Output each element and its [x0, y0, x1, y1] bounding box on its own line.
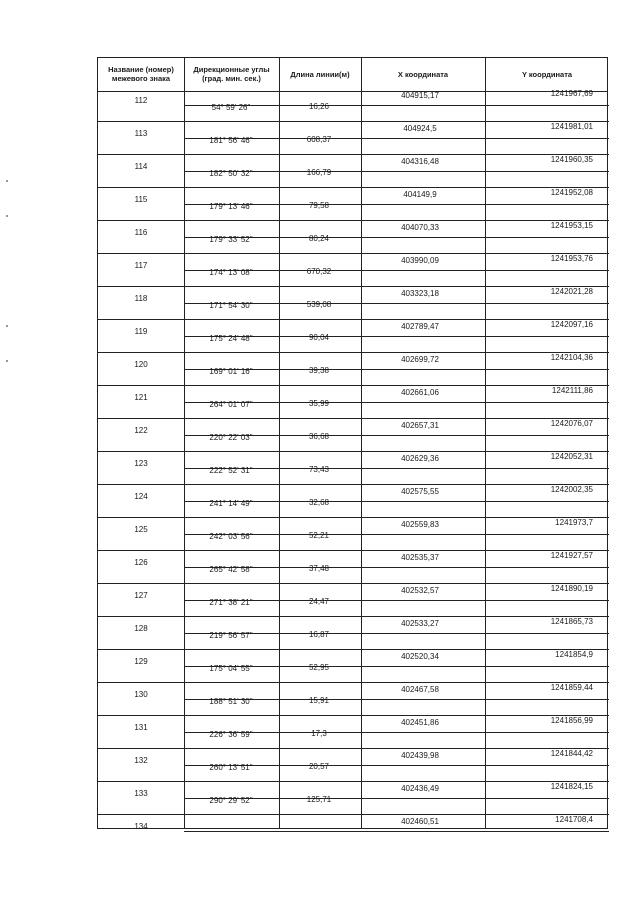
segment-angle: 222° 52' 31" — [209, 465, 253, 475]
segment-length: 16,87 — [308, 629, 330, 639]
segment-angle: 54° 59' 26" — [211, 102, 251, 112]
point-x: 402451,86 — [401, 718, 439, 727]
point-x: 402520,34 — [401, 652, 439, 661]
point-y: 1241952,08 — [550, 188, 593, 197]
segment-length: 166,79 — [306, 167, 332, 177]
segment-angle: 175° 04' 55" — [209, 663, 253, 673]
point-name: 114 — [134, 162, 148, 171]
point-y: 1241953,15 — [550, 221, 593, 230]
point-name: 122 — [134, 426, 148, 435]
segment-length: 125,71 — [306, 794, 332, 804]
segment-length: 539,08 — [306, 299, 332, 309]
column-divider — [485, 58, 486, 828]
segment-length: 17,3 — [311, 728, 327, 738]
point-name: 113 — [134, 129, 148, 138]
point-y: 1242104,36 — [550, 353, 593, 362]
point-y: 1242002,35 — [550, 485, 593, 494]
point-name: 128 — [134, 624, 148, 633]
segment-angle: 242° 03' 56" — [209, 531, 253, 541]
segment-angle: 220° 22' 03" — [209, 432, 253, 442]
header-y: Y координата — [521, 69, 573, 79]
segment-angle: 179° 33' 52" — [209, 234, 253, 244]
point-y: 1241927,57 — [550, 551, 593, 560]
point-name: 131 — [134, 723, 148, 732]
segment-length: 35,99 — [308, 398, 330, 408]
point-y: 1242076,07 — [550, 419, 593, 428]
segment-length: 608,37 — [306, 134, 332, 144]
row-divider — [184, 831, 609, 832]
header-name: Название (номер) межевого знака — [108, 65, 174, 83]
point-y: 1241708,4 — [555, 815, 593, 824]
segment-angle: 179° 13' 46" — [209, 201, 253, 211]
point-name: 133 — [134, 789, 148, 798]
margin-mark — [6, 215, 8, 217]
point-x: 403323,18 — [401, 289, 439, 298]
segment-length: 80,24 — [308, 233, 330, 243]
segment-angle: 188° 51' 30" — [209, 696, 253, 706]
segment-length: 79,58 — [308, 200, 330, 210]
segment-angle: 260° 13' 51" — [209, 762, 253, 772]
point-name: 116 — [134, 228, 148, 237]
point-x: 404915,17 — [401, 91, 439, 100]
point-y: 1242097,16 — [550, 320, 593, 329]
point-y: 1241973,7 — [555, 518, 593, 527]
segment-angle: 181° 56' 46" — [209, 135, 253, 145]
segment-angle: 219° 56' 57" — [209, 630, 253, 640]
point-x: 402629,36 — [401, 454, 439, 463]
point-x: 402559,83 — [401, 520, 439, 529]
point-x: 402439,98 — [401, 751, 439, 760]
point-y: 1242111,86 — [551, 386, 593, 395]
point-name: 121 — [134, 393, 148, 402]
point-x: 402789,47 — [401, 322, 439, 331]
segment-length: 73,43 — [308, 464, 330, 474]
point-y: 1241844,42 — [550, 749, 593, 758]
point-name: 120 — [134, 360, 148, 369]
table-header — [98, 58, 607, 92]
segment-length: 37,48 — [308, 563, 330, 573]
point-x: 402535,37 — [401, 553, 439, 562]
header-length: Длина линии(м) — [290, 69, 350, 79]
segment-length: 52,21 — [308, 530, 330, 540]
segment-angle: 264° 01' 07" — [209, 399, 253, 409]
point-x: 404924,5 — [403, 124, 437, 133]
margin-mark — [6, 180, 8, 182]
point-name: 134 — [134, 822, 148, 831]
header-angle: Дирекционные углы (град. мин. сек.) — [193, 65, 270, 83]
point-name: 115 — [134, 195, 148, 204]
point-y: 1242021,28 — [550, 287, 593, 296]
point-name: 112 — [134, 96, 148, 105]
point-y: 1241981,01 — [550, 122, 593, 131]
segment-length: 24,47 — [308, 596, 330, 606]
segment-length: 32,68 — [308, 497, 330, 507]
point-y: 1241890,19 — [550, 584, 593, 593]
segment-length: 52,95 — [308, 662, 330, 672]
point-x: 402467,58 — [401, 685, 439, 694]
segment-length: 20,57 — [308, 761, 330, 771]
segment-length: 15,91 — [308, 695, 330, 705]
point-y: 1241859,44 — [550, 683, 593, 692]
point-y: 1241960,35 — [550, 155, 593, 164]
boundary-coordinates-table — [97, 57, 608, 829]
point-x: 402661,06 — [401, 388, 439, 397]
segment-angle: 265° 42' 58" — [209, 564, 253, 574]
segment-length: 39,38 — [308, 365, 330, 375]
point-name: 123 — [134, 459, 148, 468]
point-x: 402699,72 — [401, 355, 439, 364]
point-name: 125 — [134, 525, 148, 534]
segment-angle: 226° 36' 59" — [209, 729, 253, 739]
point-x: 402532,57 — [401, 586, 439, 595]
point-name: 126 — [134, 558, 148, 567]
segment-angle: 241° 14' 49" — [209, 498, 253, 508]
segment-angle: 271° 38' 21" — [209, 597, 253, 607]
point-name: 118 — [134, 294, 148, 303]
point-y: 1241953,76 — [550, 254, 593, 263]
segment-angle: 175° 24' 48" — [209, 333, 253, 343]
segment-angle: 174° 13' 08" — [209, 267, 253, 277]
point-name: 130 — [134, 690, 148, 699]
point-name: 132 — [134, 756, 148, 765]
point-y: 1241824,15 — [550, 782, 593, 791]
point-y: 1242052,31 — [550, 452, 593, 461]
point-x: 404070,33 — [401, 223, 439, 232]
point-x: 402436,49 — [401, 784, 439, 793]
point-name: 124 — [134, 492, 148, 501]
segment-angle: 171° 54' 30" — [209, 300, 253, 310]
point-name: 119 — [134, 327, 148, 336]
margin-mark — [6, 360, 8, 362]
segment-angle: 182° 50' 32" — [209, 168, 253, 178]
point-x: 404316,48 — [401, 157, 439, 166]
column-divider — [361, 58, 362, 828]
header-x: X координата — [397, 69, 449, 79]
segment-angle: 169° 01' 16" — [209, 366, 253, 376]
point-name: 127 — [134, 591, 148, 600]
point-y: 1241856,99 — [550, 716, 593, 725]
point-y: 1241967,69 — [550, 89, 593, 98]
point-name: 129 — [134, 657, 148, 666]
segment-length: 670,32 — [306, 266, 332, 276]
point-name: 117 — [134, 261, 148, 270]
segment-length: 16,26 — [308, 101, 330, 111]
segment-angle: 290° 29' 52" — [209, 795, 253, 805]
point-x: 402657,31 — [401, 421, 439, 430]
point-x: 402575,55 — [401, 487, 439, 496]
point-x: 402533,27 — [401, 619, 439, 628]
segment-length: 90,04 — [308, 332, 330, 342]
point-y: 1241854,9 — [555, 650, 593, 659]
point-x: 404149,9 — [403, 190, 437, 199]
point-x: 402460,51 — [401, 817, 439, 826]
point-x: 403990,09 — [401, 256, 439, 265]
point-y: 1241865,73 — [550, 617, 593, 626]
segment-length: 36,68 — [308, 431, 330, 441]
margin-mark — [6, 325, 8, 327]
